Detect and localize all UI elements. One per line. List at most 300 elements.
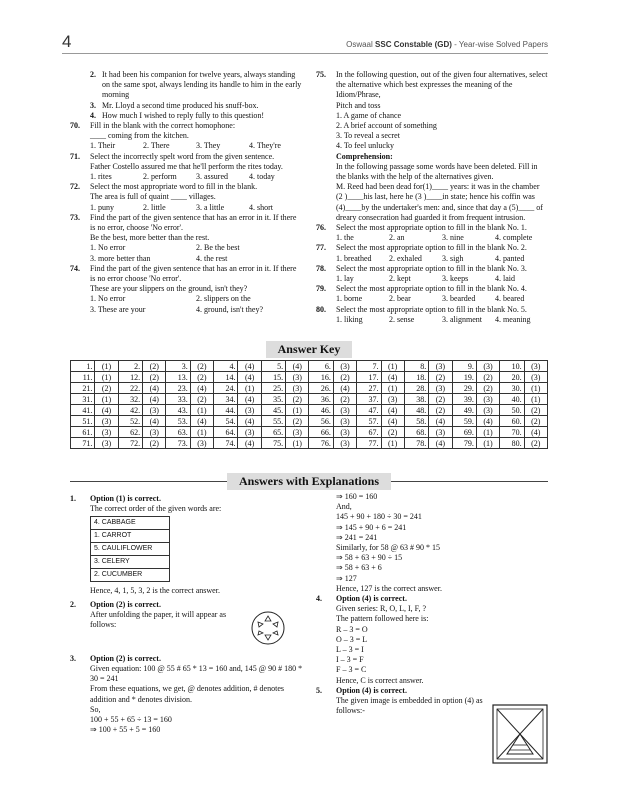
explanation-3-cont-line: ⇒ 241 = 241	[336, 532, 378, 542]
order-item: 1. CARROT	[91, 530, 170, 543]
question-number-cell: 56.	[309, 416, 333, 427]
question-number: 71.	[70, 151, 80, 161]
option: 1. rites	[90, 172, 112, 182]
option: 4. They're	[249, 141, 281, 151]
question-number-cell: 67.	[357, 427, 381, 438]
answer-cell: (2)	[190, 394, 213, 405]
question-number-cell: 76.	[309, 438, 333, 449]
question-number-cell: 19.	[452, 372, 476, 383]
question-number-cell: 15.	[261, 372, 285, 383]
question-number-cell: 66.	[309, 427, 333, 438]
option-number: 4.	[90, 110, 96, 120]
option: 4. the rest	[196, 253, 228, 263]
answer-cell: (3)	[143, 405, 166, 416]
option-number: 2.	[90, 70, 96, 79]
answer-cell: (4)	[524, 427, 547, 438]
question-74-options-b	[70, 305, 302, 315]
answer-cell: (1)	[524, 383, 547, 394]
question-number-cell: 45.	[261, 405, 285, 416]
explanation-title: Option (2) is correct.	[90, 653, 161, 663]
answer-cell: (2)	[381, 427, 404, 438]
answer-key-row	[71, 394, 548, 405]
question-number-cell: 28.	[404, 383, 428, 394]
brand: Oswaal	[346, 40, 373, 49]
order-item: 4. CABBAGE	[91, 517, 170, 530]
question-text: Select the incorrectly spelt word from the given sentence.	[90, 151, 275, 161]
question-number-cell: 10.	[500, 361, 524, 372]
option: 4. meaning	[495, 314, 531, 324]
question-number-cell: 62.	[118, 427, 142, 438]
answer-cell: (4)	[143, 383, 166, 394]
option: 2. A brief account of something	[336, 121, 437, 131]
option: 4. short	[249, 202, 273, 212]
explanation-5	[316, 686, 548, 696]
question-74-sentence: These are your slippers on the ground, isn't they?	[90, 284, 248, 294]
answer-cell: (4)	[429, 416, 452, 427]
answer-cell: (1)	[381, 438, 404, 449]
answer-key-row	[71, 383, 548, 394]
option-text: It had been his companion for twelve years, always standing on the same spot, always lending its handle to him in the early morning	[102, 70, 302, 100]
answer-cell: (3)	[95, 416, 118, 427]
question-71-sentence: Father Costello assured me that he'll perform the rites today.	[90, 161, 283, 171]
option-text: Mr. Lloyd a second time produced his snuff-box.	[102, 100, 259, 110]
question-number-cell: 13.	[166, 372, 190, 383]
question-number-cell: 78.	[404, 438, 428, 449]
q69-option-4	[90, 111, 302, 121]
question-number-cell: 25.	[261, 383, 285, 394]
question-number-cell: 16.	[309, 372, 333, 383]
answer-key-table	[70, 360, 548, 449]
question-number-cell: 46.	[309, 405, 333, 416]
answer-cell: (2)	[143, 438, 166, 449]
answer-key-row	[71, 361, 548, 372]
option: 1. liking	[336, 314, 363, 324]
option: 3. assured	[196, 172, 228, 182]
answer-cell: (3)	[286, 427, 309, 438]
question-number-cell: 58.	[404, 416, 428, 427]
answer-cell: (1)	[95, 361, 118, 372]
option: 3. bearded	[442, 294, 476, 304]
answer-key-row	[71, 427, 548, 438]
book-subtitle: - Year-wise Solved Papers	[451, 40, 548, 49]
explanation-number: 3.	[70, 653, 76, 663]
answer-key-heading	[70, 340, 548, 358]
question-76	[316, 223, 548, 233]
explanation-3-cont-line: And,	[336, 502, 352, 512]
question-text: Select the most appropriate option to fill in the blank No. 4.	[336, 284, 527, 294]
q69-option-2	[90, 70, 302, 101]
answer-cell: (2)	[476, 383, 499, 394]
question-number-cell: 42.	[118, 405, 142, 416]
question-number-cell: 34.	[214, 394, 238, 405]
explanation-3-cont-line: ⇒ 160 = 160	[336, 492, 378, 501]
unfolded-paper-figure	[250, 610, 286, 646]
answer-cell: (1)	[381, 361, 404, 372]
explanation-1-conclusion: Hence, 4, 1, 5, 3, 2 is the correct answer.	[90, 586, 220, 596]
answer-cell: (3)	[524, 361, 547, 372]
question-number-cell: 60.	[500, 416, 524, 427]
question-number-cell: 63.	[166, 427, 190, 438]
answer-cell: (2)	[190, 372, 213, 383]
question-number-cell: 33.	[166, 394, 190, 405]
answer-cell: (4)	[381, 372, 404, 383]
question-number: 75.	[316, 70, 326, 79]
question-text: Select the most appropriate option to fill in the blank No. 5.	[336, 304, 527, 314]
answer-cell: (4)	[381, 416, 404, 427]
explanation-number: 2.	[70, 599, 76, 609]
question-number: 74.	[70, 263, 80, 273]
answer-cell: (4)	[238, 372, 261, 383]
question-number-cell: 80.	[500, 438, 524, 449]
option: 2. kept	[389, 274, 411, 284]
question-72	[70, 182, 302, 192]
answer-key-row	[71, 372, 548, 383]
explanation-4-line: O – 3 = L	[336, 634, 368, 644]
question-text: In the following question, out of the given four alternatives, select the alternative which best expresses the meaning of the Idiom/Phrase,	[336, 70, 548, 100]
question-72-options	[70, 203, 302, 213]
question-number-cell: 31.	[71, 394, 95, 405]
answer-cell: (2)	[143, 372, 166, 383]
answer-cell: (4)	[238, 394, 261, 405]
answer-cell: (2)	[429, 405, 452, 416]
question-number: 80.	[316, 304, 326, 314]
question-number-cell: 7.	[357, 361, 381, 372]
explanation-3-cont-line: ⇒ 145 + 90 + 6 = 241	[336, 522, 407, 532]
option: 4. laid	[495, 274, 515, 284]
question-number-cell: 3.	[166, 361, 190, 372]
explanation-4-line: R – 3 = O	[336, 624, 368, 634]
answer-cell: (3)	[95, 427, 118, 438]
question-number-cell: 35.	[261, 394, 285, 405]
answer-cell: (3)	[476, 361, 499, 372]
question-number-cell: 6.	[309, 361, 333, 372]
answer-cell: (1)	[95, 372, 118, 383]
option-text: How much I wished to reply fully to this question!	[102, 110, 264, 120]
question-79	[316, 284, 548, 294]
question-number-cell: 44.	[214, 405, 238, 416]
answer-cell: (1)	[286, 405, 309, 416]
option: 1. lay	[336, 274, 354, 284]
question-number-cell: 74.	[214, 438, 238, 449]
explanation-2-text: After unfolding the paper, it will appear as follows:	[90, 609, 227, 630]
question-number-cell: 32.	[118, 394, 142, 405]
answer-cell: (2)	[429, 394, 452, 405]
answer-cell: (3)	[95, 438, 118, 449]
explanation-title: Option (2) is correct.	[90, 599, 161, 609]
answer-cell: (4)	[381, 405, 404, 416]
question-number-cell: 71.	[71, 438, 95, 449]
question-78-options	[316, 274, 548, 284]
question-number-cell: 48.	[404, 405, 428, 416]
explanation-3-line: Given equation: 100 @ 55 # 65 * 13 = 160 and, 145 @ 90 # 180 * 30 = 241	[90, 664, 303, 684]
answer-cell: (3)	[333, 405, 356, 416]
comprehension-title: Comprehension:	[336, 151, 393, 161]
question-number-cell: 79.	[452, 438, 476, 449]
question-number-cell: 21.	[71, 383, 95, 394]
answer-cell: (4)	[476, 416, 499, 427]
question-number-cell: 59.	[452, 416, 476, 427]
order-item: 3. CELERY	[91, 556, 170, 569]
option: 2. an	[389, 233, 405, 243]
explanation-4-line: L – 3 = I	[336, 645, 364, 655]
question-73	[70, 213, 302, 233]
question-75	[316, 70, 548, 101]
answer-cell: (4)	[238, 361, 261, 372]
q69-option-3	[90, 101, 302, 111]
option: 4. To feel unlucky	[336, 141, 394, 151]
explanation-4-line: The pattern followed here is:	[336, 614, 429, 624]
question-number-cell: 36.	[309, 394, 333, 405]
explanation-3-cont-line: ⇒ 58 + 63 + 6	[336, 563, 382, 573]
question-number-cell: 37.	[357, 394, 381, 405]
answer-cell: (3)	[143, 427, 166, 438]
explanation-3-cont-line: Similarly, for 58 @ 63 # 90 * 15	[336, 543, 440, 553]
option: 3. a little	[196, 202, 225, 212]
question-number-cell: 38.	[404, 394, 428, 405]
answer-cell: (1)	[476, 427, 499, 438]
question-number-cell: 73.	[166, 438, 190, 449]
answer-cell: (3)	[333, 361, 356, 372]
answer-cell: (3)	[333, 427, 356, 438]
question-71-options	[70, 172, 302, 182]
answer-cell: (4)	[286, 361, 309, 372]
question-text: Fill in the blank with the correct homophone:	[90, 121, 236, 131]
option: 1. No error	[90, 294, 126, 304]
question-text: Select the most appropriate option to fill in the blank No. 1.	[336, 223, 527, 233]
answer-cell: (3)	[429, 427, 452, 438]
q69-options	[70, 70, 302, 121]
answer-cell: (1)	[190, 427, 213, 438]
answer-cell: (2)	[524, 416, 547, 427]
option: 3. nine	[442, 233, 464, 243]
option: 1. breathed	[336, 253, 372, 263]
question-text: Select the most appropriate word to fill in the blank.	[90, 182, 258, 192]
option: 3. To reveal a secret	[336, 131, 400, 141]
answer-cell: (3)	[381, 394, 404, 405]
explanation-1-order-box	[70, 516, 310, 582]
explanation-3-line: ⇒ 100 + 55 + 5 = 160	[90, 725, 161, 735]
explanation-number: 4.	[316, 594, 322, 604]
answer-cell: (2)	[476, 372, 499, 383]
option: 3. alignment	[442, 314, 482, 324]
explanation-2	[70, 600, 310, 610]
question-73-sentence: Be the best, more better than the rest.	[90, 233, 210, 243]
answer-cell: (3)	[238, 405, 261, 416]
question-78	[316, 264, 548, 274]
question-75-phrase: Pitch and toss	[336, 100, 381, 110]
question-number-cell: 41.	[71, 405, 95, 416]
answer-key-row	[71, 438, 548, 449]
answer-cell: (3)	[333, 438, 356, 449]
question-77-options	[316, 254, 548, 264]
question-74-options-a	[70, 294, 302, 304]
question-number-cell: 69.	[452, 427, 476, 438]
question-number-cell: 27.	[357, 383, 381, 394]
option: 1. A game of chance	[336, 110, 402, 120]
question-number-cell: 30.	[500, 383, 524, 394]
option: 2. Be the best	[196, 243, 240, 253]
answer-cell: (4)	[95, 405, 118, 416]
comprehension-passage: M. Reed had been dead for(1)____ years: it was in the chamber (2 )____his last, here he (3 )____in state; hence his coffin was (4)____by the undertaker's men: and, since that day a (5)____ of dreary consecration had guarded it from frequent intrusion.	[336, 182, 543, 222]
answer-cell: (2)	[286, 416, 309, 427]
answer-cell: (3)	[333, 416, 356, 427]
explanation-1	[70, 494, 310, 504]
question-72-sentence: The area is full of quaint ____ villages.	[90, 192, 216, 202]
question-76-options	[316, 233, 548, 243]
explanations-heading	[70, 472, 548, 490]
explanation-4-line: I – 3 = F	[336, 655, 364, 665]
question-73-options-a	[70, 243, 302, 253]
option: 3. These are your	[90, 304, 146, 314]
answer-cell: (4)	[238, 438, 261, 449]
page-header	[0, 0, 618, 52]
option: 1. Their	[90, 141, 116, 151]
option: 1. the	[336, 233, 354, 243]
book-title: SSC Constable (GD)	[375, 40, 452, 49]
question-number: 77.	[316, 243, 326, 253]
question-number-cell: 14.	[214, 372, 238, 383]
question-number-cell: 8.	[404, 361, 428, 372]
question-number: 73.	[70, 212, 80, 222]
answer-cell: (4)	[190, 416, 213, 427]
question-number-cell: 1.	[71, 361, 95, 372]
answer-cell: (2)	[333, 372, 356, 383]
option: 4. today	[249, 172, 275, 182]
question-number-cell: 47.	[357, 405, 381, 416]
question-70-sentence: ____ coming from the kitchen.	[90, 131, 189, 141]
answer-cell: (1)	[190, 405, 213, 416]
option: 4. beared	[495, 294, 525, 304]
question-80-options	[316, 315, 548, 325]
option: 2. perform	[143, 172, 177, 182]
question-text: Find the part of the given sentence that has an error in it. If there is no error choose 'No error'.	[90, 263, 297, 284]
explanation-1-intro: The correct order of the given words are:	[90, 504, 222, 514]
question-number: 70.	[70, 121, 80, 131]
answer-cell: (1)	[286, 438, 309, 449]
question-number-cell: 61.	[71, 427, 95, 438]
question-number: 78.	[316, 263, 326, 273]
explanation-3	[70, 654, 310, 664]
question-number-cell: 57.	[357, 416, 381, 427]
explanation-title: Option (1) is correct.	[90, 494, 161, 503]
question-71	[70, 152, 302, 162]
question-number-cell: 55.	[261, 416, 285, 427]
question-number-cell: 18.	[404, 372, 428, 383]
explanation-3-cont-line: 145 + 90 + 180 ÷ 30 = 241	[336, 512, 422, 522]
question-number-cell: 52.	[118, 416, 142, 427]
answer-cell: (4)	[238, 416, 261, 427]
answer-cell: (1)	[476, 438, 499, 449]
answer-key-row	[71, 416, 548, 427]
question-number-cell: 39.	[452, 394, 476, 405]
answer-cell: (4)	[429, 438, 452, 449]
answer-cell: (3)	[286, 383, 309, 394]
explanation-3-line: So,	[90, 704, 101, 714]
question-number-cell: 5.	[261, 361, 285, 372]
explanation-4-line: F – 3 = C	[336, 665, 367, 675]
right-question-column	[316, 70, 548, 325]
question-number-cell: 65.	[261, 427, 285, 438]
question-number-cell: 23.	[166, 383, 190, 394]
answer-cell: (2)	[190, 361, 213, 372]
answer-key-row	[71, 405, 548, 416]
question-number-cell: 68.	[404, 427, 428, 438]
answer-cell: (1)	[524, 394, 547, 405]
explanation-2-body	[70, 610, 310, 646]
option-number: 3.	[90, 100, 96, 110]
question-number-cell: 49.	[452, 405, 476, 416]
question-number-cell: 11.	[71, 372, 95, 383]
option: 2. bear	[389, 294, 411, 304]
left-question-column	[70, 70, 302, 315]
explanation-3-cont-line: Hence, 127 is the correct answer.	[336, 583, 442, 593]
option: 2. sense	[389, 314, 415, 324]
option: 1. puny	[90, 202, 114, 212]
question-number-cell: 77.	[357, 438, 381, 449]
answer-cell: (3)	[190, 438, 213, 449]
question-number-cell: 51.	[71, 416, 95, 427]
option: 2. slippers on the	[196, 294, 251, 304]
option: 3. keeps	[442, 274, 469, 284]
question-text: Find the part of the given sentence that has an error in it. If there is no error, choose 'No error'.	[90, 212, 297, 233]
answer-cell: (4)	[143, 394, 166, 405]
question-number-cell: 70.	[500, 427, 524, 438]
question-80	[316, 305, 548, 315]
explanation-title: Option (4) is correct.	[336, 685, 407, 695]
question-number-cell: 9.	[452, 361, 476, 372]
answer-cell: (3)	[286, 372, 309, 383]
answer-cell: (2)	[286, 394, 309, 405]
option: 1. borne	[336, 294, 363, 304]
question-73-options-b	[70, 254, 302, 264]
question-number-cell: 26.	[309, 383, 333, 394]
question-74	[70, 264, 302, 284]
question-number-cell: 2.	[118, 361, 142, 372]
question-number-cell: 24.	[214, 383, 238, 394]
question-text: Select the most appropriate option to fill in the blank No. 2.	[336, 243, 527, 253]
header-rule	[62, 53, 548, 54]
question-text: Select the most appropriate option to fill in the blank No. 3.	[336, 263, 527, 273]
option: 1. No error	[90, 243, 126, 253]
question-number: 76.	[316, 223, 326, 233]
answer-cell: (3)	[238, 427, 261, 438]
explanation-3-cont-line: ⇒ 58 + 63 + 90 ÷ 15	[336, 553, 403, 563]
answer-cell: (2)	[333, 394, 356, 405]
question-number-cell: 17.	[357, 372, 381, 383]
explanations-title: Answers with Explanations	[227, 473, 391, 490]
answer-cell: (1)	[95, 394, 118, 405]
option: 3. They	[196, 141, 221, 151]
running-title	[346, 40, 548, 49]
answer-cell: (3)	[476, 405, 499, 416]
explanation-3-cont-line: ⇒ 127	[336, 573, 357, 583]
answer-cell: (2)	[95, 383, 118, 394]
question-number-cell: 12.	[118, 372, 142, 383]
question-number: 72.	[70, 182, 80, 192]
answer-cell: (4)	[143, 416, 166, 427]
comprehension-intro: In the following passage some words have been deleted. Fill in the blanks with the help of the alternatives given.	[336, 161, 538, 182]
option: 4. ground, isn't they?	[196, 304, 263, 314]
question-number-cell: 54.	[214, 416, 238, 427]
question-number-cell: 53.	[166, 416, 190, 427]
answer-cell: (1)	[381, 383, 404, 394]
question-number-cell: 29.	[452, 383, 476, 394]
option: 3. sigh	[442, 253, 464, 263]
explanation-title: Option (4) is correct.	[336, 594, 407, 604]
explanation-4-line: Hence, C is correct answer.	[336, 675, 424, 685]
explanation-number: 5.	[316, 685, 322, 695]
option: 2. exhaled	[389, 253, 422, 263]
